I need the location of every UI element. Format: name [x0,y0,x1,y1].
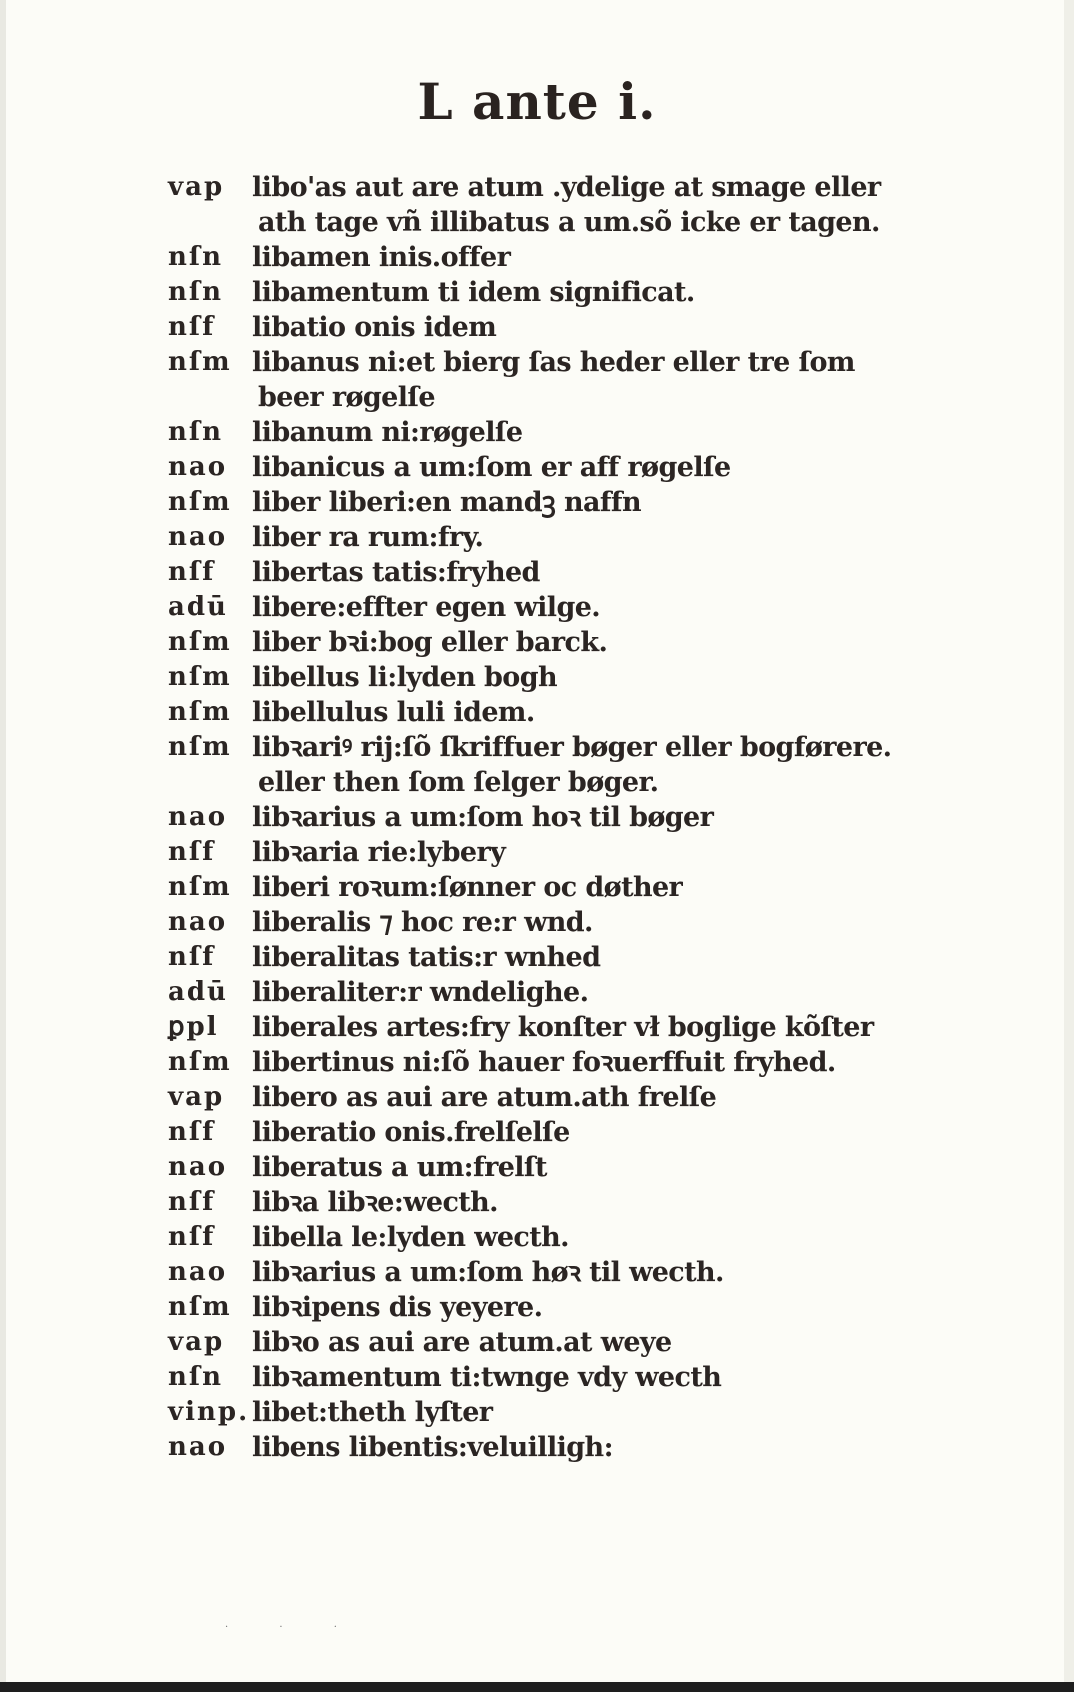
entry-line: libamentum ti idem significat. [252,277,695,308]
dictionary-entry [168,1325,928,1360]
grammar-code: nſm [168,697,232,727]
entry-line: liberatio onis.frelſelſe [252,1117,570,1148]
entry-line: libella le:lyden wecth. [252,1222,569,1253]
entry-text [252,800,928,835]
dictionary-entry [168,1185,928,1220]
grammar-code: nao [168,452,228,482]
grammar-code: nſm [168,872,232,902]
grammar-code: nſm [168,732,232,762]
entry-text [252,485,928,520]
grammar-code: nao [168,907,228,937]
entry-line: libanicus a um:ſom er aff røgelſe [252,452,731,483]
entry-line: libamen inis.offer [252,242,511,273]
entry-line: liber liberi:en mandꝫ naffn [252,487,641,518]
entry-continuation-line: beer røgelſe [258,382,436,413]
entry-line: libatio onis idem [252,312,497,343]
entry-text [252,835,928,870]
entry-line: libꝛarius a um:ſom høꝛ til wecth. [252,1257,724,1288]
grammar-code: nao [168,522,228,552]
grammar-code: nſm [168,627,232,657]
entry-text [252,660,928,695]
entry-line: liberalis ⁊ hoc re:r wnd. [252,907,593,938]
grammar-code: vap [168,172,225,202]
dictionary-entry [168,310,928,345]
entry-text [252,1325,928,1360]
entry-text [252,415,928,450]
entry-line: libens libentis:veluilligh: [252,1432,613,1463]
entry-line: libꝛamentum ti:twnge vdy wecth [252,1362,722,1393]
grammar-code: nſn [168,277,223,307]
entry-line: libere:effter egen wilge. [252,592,601,623]
grammar-code: nſn [168,1362,223,1392]
grammar-code: nſm [168,662,232,692]
dictionary-entry [168,905,928,940]
grammar-code: nao [168,802,228,832]
grammar-code: nao [168,1432,228,1462]
grammar-code: nſf [168,942,216,972]
entry-continuation-line: ath tage vñ illibatus a um.sõ icke er tagen. [258,207,880,238]
dictionary-entry [168,240,928,275]
entry-text [252,170,928,240]
dictionary-entry [168,170,928,240]
entry-line: libanus ni:et bierg ſas heder eller tre ſom [252,347,855,378]
entry-line: libellus li:lyden bogh [252,662,558,693]
dictionary-entry [168,835,928,870]
entry-text [252,1045,928,1080]
entry-text [252,1010,928,1045]
entry-line: libero as aui are atum.ath frelſe [252,1082,717,1113]
dictionary-entry [168,345,928,415]
dictionary-entry [168,870,928,905]
entry-text [252,940,928,975]
dictionary-entry [168,275,928,310]
entry-text [252,1360,928,1395]
grammar-code: adū [168,592,228,622]
entry-line: liberatus a um:frelſt [252,1152,547,1183]
grammar-code: nſm [168,487,232,517]
dictionary-entry [168,1150,928,1185]
grammar-code: nſf [168,1222,216,1252]
dictionary-entry [168,695,928,730]
entry-text [252,275,928,310]
entry-text [252,625,928,660]
entry-text [252,1185,928,1220]
dictionary-entry [168,800,928,835]
dictionary-entry [168,1360,928,1395]
entry-text [252,1080,928,1115]
grammar-code: nſm [168,347,232,377]
dictionary-entry [168,1010,928,1045]
entry-text [252,730,928,800]
entry-line: libellulus luli idem. [252,697,535,728]
entry-line: libanum ni:røgelſe [252,417,523,448]
entry-line: libet:theth lyſter [252,1397,493,1428]
grammar-code: ꝑpl [168,1012,219,1042]
grammar-code: nſf [168,837,216,867]
grammar-code: nſf [168,1187,216,1217]
dictionary-entry-list [168,170,928,1465]
entry-line: libꝛariꝰ rij:ſõ ſkriffuer bøger eller bogførere. [252,732,892,763]
entry-line: liberales artes:fry konſter vł boglige kõſter [252,1012,874,1043]
dictionary-entry [168,1290,928,1325]
entry-line: liberi roꝛum:ſønner oc døther [252,872,683,903]
grammar-code: vap [168,1327,225,1357]
dictionary-entry [168,660,928,695]
dictionary-entry [168,450,928,485]
entry-text [252,1115,928,1150]
entry-line: liberaliter:r wndelighe. [252,977,589,1008]
grammar-code: nao [168,1152,228,1182]
grammar-code: vap [168,1082,225,1112]
page-right-edge [1064,0,1074,1692]
dictionary-entry [168,485,928,520]
page-heading: L ante i. [417,72,657,131]
entry-text [252,870,928,905]
entry-line: libo'as aut are atum .ydelige at smage eller [252,172,881,203]
grammar-code: nſf [168,557,216,587]
grammar-code: nſm [168,1047,232,1077]
entry-text [252,450,928,485]
dictionary-entry [168,590,928,625]
page-left-edge [0,0,6,1692]
entry-text [252,345,928,415]
grammar-code: nſn [168,242,223,272]
grammar-code: nſf [168,1117,216,1147]
grammar-code: nſn [168,417,223,447]
entry-text [252,975,928,1010]
dictionary-entry [168,1220,928,1255]
entry-line: libertinus ni:ſõ hauer foꝛuerffuit fryhed. [252,1047,836,1078]
entry-text [252,590,928,625]
dictionary-entry [168,520,928,555]
grammar-code: nao [168,1257,228,1287]
dictionary-entry [168,975,928,1010]
dictionary-entry [168,940,928,975]
bottom-specks: · · · [225,1622,361,1633]
dictionary-entry [168,730,928,800]
dictionary-entry [168,1395,928,1430]
entry-line: liberalitas tatis:r wnhed [252,942,601,973]
dictionary-entry [168,1045,928,1080]
dictionary-entry [168,1115,928,1150]
dictionary-entry [168,625,928,660]
entry-line: libertas tatis:fryhed [252,557,540,588]
entry-text [252,240,928,275]
entry-text [252,310,928,345]
dictionary-entry [168,415,928,450]
grammar-code: nſf [168,312,216,342]
entry-line: liber bꝛi:bog eller barck. [252,627,608,658]
entry-line: libꝛarius a um:ſom hoꝛ til bøger [252,802,714,833]
entry-text [252,1150,928,1185]
dictionary-entry [168,1255,928,1290]
entry-text [252,555,928,590]
grammar-code: adū [168,977,228,1007]
entry-line: libꝛo as aui are atum.at weye [252,1327,672,1358]
entry-line: libꝛa libꝛe:wecth. [252,1187,498,1218]
entry-text [252,1430,928,1465]
entry-line: libꝛipens dis yeyere. [252,1292,543,1323]
dictionary-entry [168,555,928,590]
entry-text [252,520,928,555]
entry-text [252,1290,928,1325]
entry-line: libꝛaria rie:lybery [252,837,506,868]
entry-text [252,1220,928,1255]
entry-text [252,905,928,940]
grammar-code: nſm [168,1292,232,1322]
entry-text [252,1395,928,1430]
dictionary-entry [168,1430,928,1465]
scan-bottom-border [0,1682,1074,1692]
entry-text [252,695,928,730]
entry-continuation-line: eller then ſom ſelger bøger. [258,767,659,798]
grammar-code: vinp. [168,1397,250,1427]
dictionary-entry [168,1080,928,1115]
entry-line: liber ra rum:fry. [252,522,484,553]
entry-text [252,1255,928,1290]
